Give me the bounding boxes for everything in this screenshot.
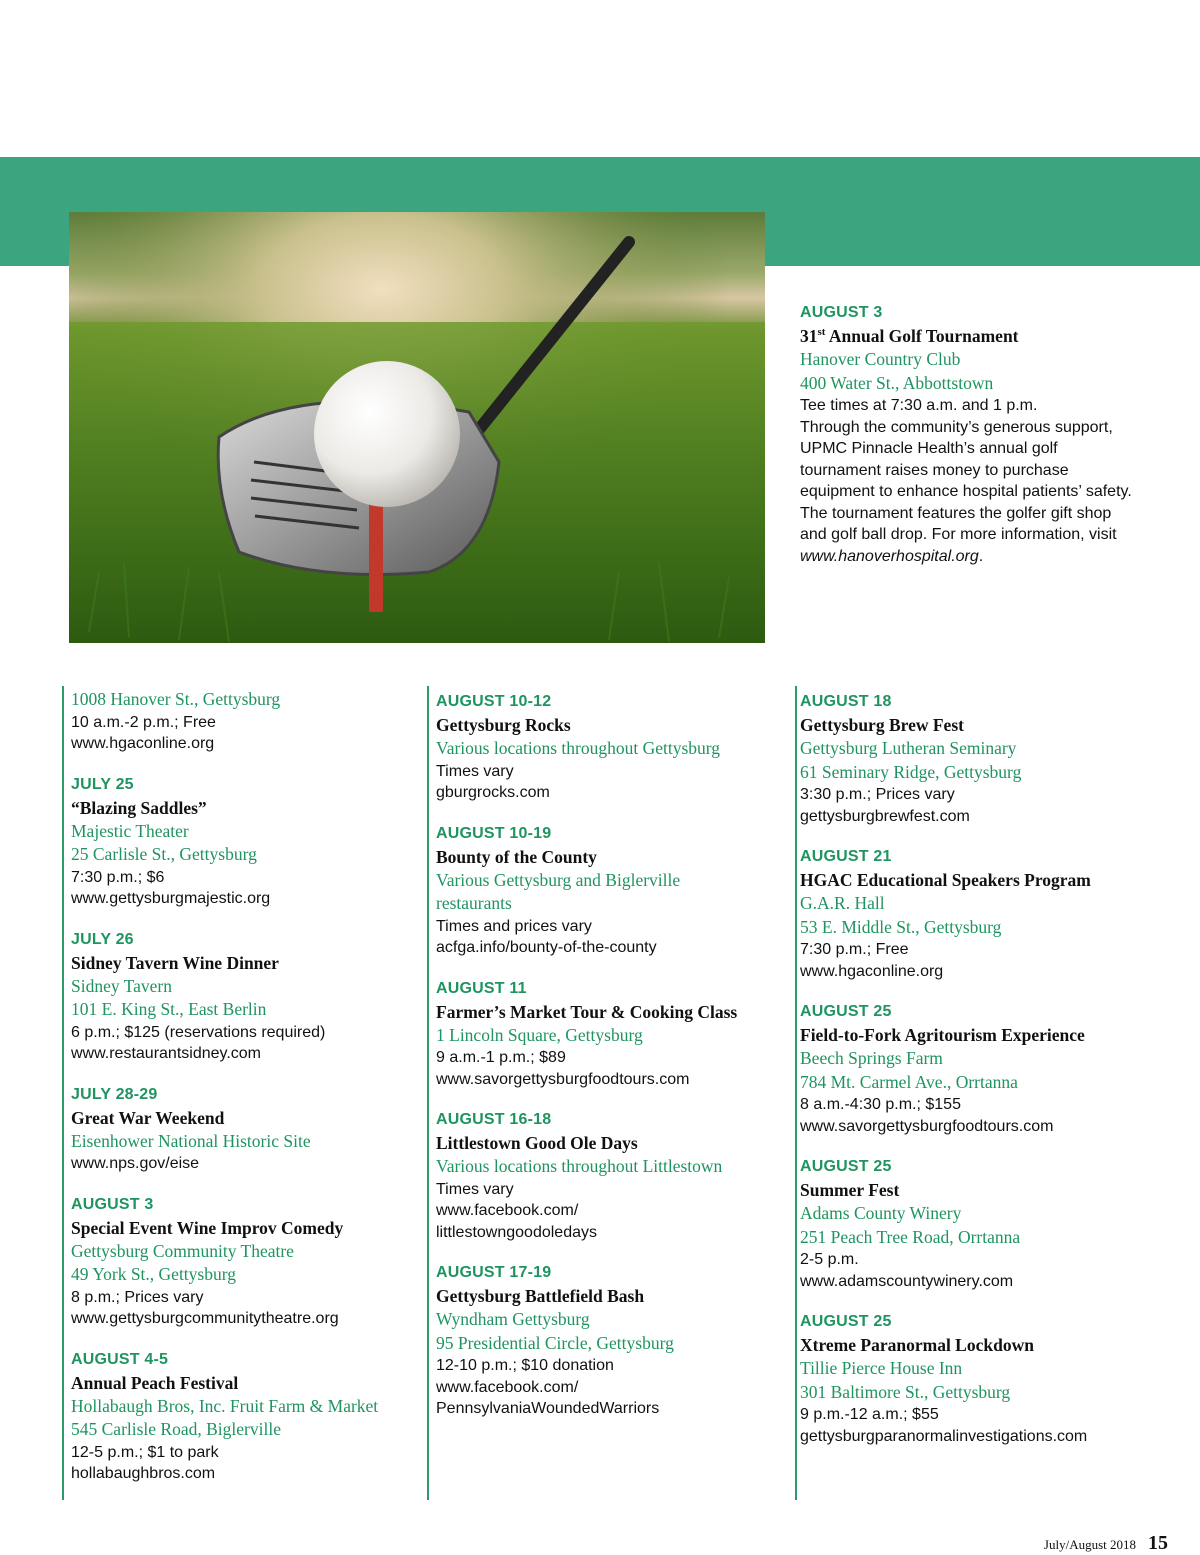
event-title: Gettysburg Rocks <box>436 715 571 735</box>
event-venue: Eisenhower National Historic Site <box>71 1130 311 1151</box>
event-time: Times and prices vary <box>436 917 592 935</box>
event <box>71 929 426 1065</box>
event-date: AUGUST 17-19 <box>436 1264 552 1281</box>
event-venue: Various locations throughout Gettysburg <box>436 738 721 758</box>
event <box>71 1349 426 1485</box>
event-venue: Beech Springs Farm <box>800 1048 943 1068</box>
event <box>71 774 426 910</box>
event-time: 7:30 p.m.; $6 <box>71 868 165 886</box>
event-date: AUGUST 25 <box>800 1003 892 1020</box>
event-address: 101 E. King St., East Berlin <box>71 999 267 1019</box>
event <box>436 978 791 1091</box>
event-address: 251 Peach Tree Road, Orrtanna <box>800 1226 1021 1247</box>
event-title: Summer Fest <box>800 1180 900 1200</box>
event-address: 545 Carlisle Road, Biglerville <box>71 1419 281 1439</box>
event-title: Special Event Wine Improv Comedy <box>71 1217 344 1238</box>
event-date: AUGUST 25 <box>800 1158 892 1175</box>
page-footer <box>1044 1532 1168 1555</box>
event-venue: Sidney Tavern <box>71 975 173 996</box>
event-title: Xtreme Paranormal Lockdown <box>800 1335 1034 1355</box>
event-venue: Tillie Pierce House Inn <box>800 1358 963 1378</box>
event-url[interactable]: www.facebook.com/ <box>436 1378 579 1396</box>
event-time: 9 a.m.-1 p.m.; $89 <box>436 1049 566 1066</box>
event-url[interactable]: www.savorgettysburgfoodtours.com <box>436 1070 690 1088</box>
event-time: 8 a.m.-4:30 p.m.; $155 <box>800 1096 961 1113</box>
event-time: Times vary <box>436 762 514 780</box>
event-time: Tee times at 7:30 a.m. and 1 p.m. <box>800 397 1038 414</box>
events-column-1 <box>71 688 426 1504</box>
event-url-cont[interactable]: PennsylvaniaWoundedWarriors <box>436 1400 660 1417</box>
event-title: Bounty of the County <box>436 846 597 867</box>
event-venue: G.A.R. Hall <box>800 893 885 913</box>
event-venue: 1 Lincoln Square, Gettysburg <box>436 1024 643 1045</box>
event-url[interactable]: www.adamscountywinery.com <box>800 1272 1014 1290</box>
event-url[interactable]: www.hgaconline.org <box>71 735 215 752</box>
event <box>436 1262 791 1420</box>
event-url[interactable]: www.restaurantsidney.com <box>71 1045 261 1062</box>
event-venue: Hollabaugh Bros, Inc. Fruit Farm & Market <box>71 1395 379 1416</box>
event-date: AUGUST 11 <box>436 979 527 997</box>
event-title: 31st Annual Golf Tournament <box>800 326 1019 346</box>
events-column-2 <box>436 691 791 1439</box>
event-date: AUGUST 21 <box>800 848 892 865</box>
event-title: Sidney Tavern Wine Dinner <box>71 952 279 973</box>
event-url[interactable]: gettysburgparanormalinvestigations.com <box>800 1427 1088 1445</box>
event-time: 6 p.m.; $125 (reservations required) <box>71 1023 326 1041</box>
event <box>71 1194 426 1330</box>
event <box>800 1001 1155 1137</box>
event-url[interactable]: www.facebook.com/ <box>436 1202 579 1219</box>
event-url[interactable]: www.gettysburgmajestic.org <box>71 890 271 907</box>
events-column-3 <box>800 691 1155 1466</box>
event-title: Field-to-Fork Agritourism Experience <box>800 1025 1085 1045</box>
event-address: 400 Water St., Abbottstown <box>800 372 994 393</box>
event-url[interactable]: www.gettysburgcommunitytheatre.org <box>71 1310 339 1327</box>
event-url-cont[interactable]: littlestowngoodoledays <box>436 1223 597 1241</box>
event-time: 10 a.m.-2 p.m.; Free <box>71 713 216 731</box>
event-title: HGAC Educational Speakers Program <box>800 870 1091 890</box>
event-url[interactable]: gettysburgbrewfest.com <box>800 807 970 825</box>
event-date: AUGUST 10-12 <box>436 693 552 710</box>
event-description: Through the community’s generous support, UPMC Pinnacle Health’s annual golf tournament raises money to purchase equipment to enhance hospital patients’ safety. The tournament features the golfer gift shop and golf ball drop. For more information, visit www.hanoverhospital.org. <box>800 418 1132 565</box>
event <box>436 823 791 959</box>
event-address: 49 York St., Gettysburg <box>71 1264 236 1284</box>
event-address: 25 Carlisle St., Gettysburg <box>71 844 257 864</box>
event-url[interactable]: www.nps.gov/eise <box>71 1155 200 1172</box>
event-title: Gettysburg Battlefield Bash <box>436 1286 645 1306</box>
event-venue: Hanover Country Club <box>800 349 961 369</box>
event-venue: Gettysburg Lutheran Seminary <box>800 738 1017 758</box>
event-date: JULY 26 <box>71 930 134 948</box>
event-time: 3:30 p.m.; Prices vary <box>800 786 955 803</box>
event <box>800 691 1155 827</box>
event-url[interactable]: gburgrocks.com <box>436 784 550 801</box>
event-time: 12-10 p.m.; $10 donation <box>436 1357 614 1374</box>
event-date: AUGUST 10-19 <box>436 824 552 842</box>
event-address: 784 Mt. Carmel Ave., Orrtanna <box>800 1071 1018 1092</box>
event-venue: Wyndham Gettysburg <box>436 1309 590 1329</box>
event-url[interactable]: acfga.info/bounty-of-the-county <box>436 939 657 956</box>
event <box>436 691 791 804</box>
event-date: AUGUST 3 <box>71 1195 154 1213</box>
page-number: 15 <box>1148 1532 1168 1554</box>
event-date: AUGUST 4-5 <box>71 1350 169 1368</box>
event-date: JULY 28-29 <box>71 1085 158 1103</box>
event-url[interactable]: www.savorgettysburgfoodtours.com <box>800 1117 1054 1135</box>
event-address: 53 E. Middle St., Gettysburg <box>800 916 1002 937</box>
event-time: Times vary <box>436 1180 514 1198</box>
event-title: “Blazing Saddles” <box>71 797 207 818</box>
column-rule <box>427 686 429 1500</box>
event-title: Littlestown Good Ole Days <box>436 1133 638 1153</box>
event-date: AUGUST 25 <box>800 1313 892 1330</box>
column-rule <box>795 686 797 1500</box>
event-title: Great War Weekend <box>71 1107 225 1128</box>
event-venue: Various locations throughout Littlestown <box>436 1156 723 1176</box>
event-continued <box>71 688 426 755</box>
event-address: 95 Presidential Circle, Gettysburg <box>436 1332 674 1353</box>
event <box>71 1084 426 1175</box>
event <box>800 1156 1155 1292</box>
event-venue: Various Gettysburg and Biglerville restaurants <box>436 869 681 913</box>
featured-event <box>800 302 1140 567</box>
event-url[interactable]: www.hgaconline.org <box>800 962 944 980</box>
column-rule <box>62 686 64 1500</box>
event-title: Annual Peach Festival <box>71 1372 239 1393</box>
event-date: AUGUST 3 <box>800 304 883 321</box>
event-date: AUGUST 16-18 <box>436 1111 552 1128</box>
event-time: 2-5 p.m. <box>800 1251 859 1268</box>
issue-date: July/August 2018 <box>1043 1537 1136 1552</box>
event-link[interactable]: www.hanoverhospital.org <box>800 547 979 565</box>
event <box>800 846 1155 982</box>
event-address: 61 Seminary Ridge, Gettysburg <box>800 761 1022 782</box>
event <box>800 1311 1155 1447</box>
event-title: Farmer’s Market Tour & Cooking Class <box>436 1001 738 1022</box>
event-address: 301 Baltimore St., Gettysburg <box>800 1381 1011 1402</box>
event-time: 12-5 p.m.; $1 to park <box>71 1443 219 1461</box>
event-date: JULY 25 <box>71 775 134 793</box>
event-time: 7:30 p.m.; Free <box>800 941 909 958</box>
event-venue: Adams County Winery <box>800 1203 962 1223</box>
golf-photo <box>69 212 765 643</box>
event-url[interactable]: hollabaughbros.com <box>71 1465 216 1482</box>
event <box>436 1109 791 1243</box>
event-time: 9 p.m.-12 a.m.; $55 <box>800 1406 939 1423</box>
event-venue: Majestic Theater <box>71 820 189 841</box>
event-title: Gettysburg Brew Fest <box>800 715 964 735</box>
event-time: 8 p.m.; Prices vary <box>71 1288 204 1306</box>
event-address: 1008 Hanover St., Gettysburg <box>71 689 281 709</box>
event-venue: Gettysburg Community Theatre <box>71 1240 294 1261</box>
event-date: AUGUST 18 <box>800 693 892 710</box>
